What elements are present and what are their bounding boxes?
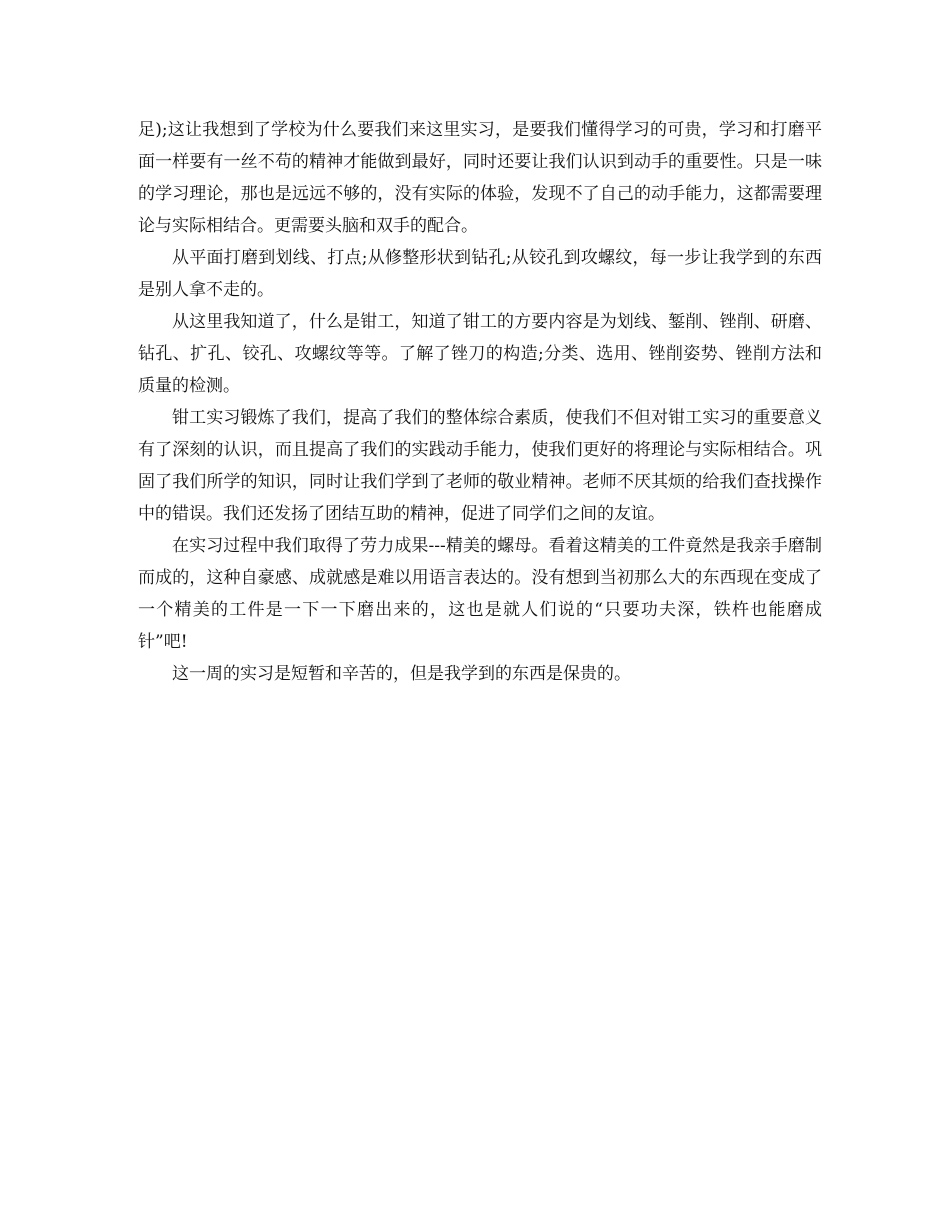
paragraph-6: 这一周的实习是短暂和辛苦的，但是我学到的东西是保贵的。 [172,664,631,684]
paragraph-5: 在实习过程中我们取得了劳力成果---精美的螺母。看着这精美的工件竟然是我亲手磨制而成的，这种自豪感、成就感是难以用语言表达的。没有想到当初那么大的东西现在变成了一个精美的工件是一下一下磨出来的，这也是就人们说的“只要功夫深，铁杵也能磨成针”吧! [138,536,822,652]
document-body [138,114,822,690]
paragraph-3: 从这里我知道了，什么是钳工，知道了钳工的方要内容是为划线、錾削、锉削、研磨、钻孔、扩孔、铰孔、攻螺纹等等。了解了锉刀的构造;分类、选用、锉削姿势、锉削方法和质量的检测。 [138,312,822,396]
paragraph-4: 钳工实习锻炼了我们，提高了我们的整体综合素质，使我们不但对钳工实习的重要意义有了深刻的认识，而且提高了我们的实践动手能力，使我们更好的将理论与实际相结合。巩固了我们所学的知识，同时让我们学到了老师的敬业精神。老师不厌其烦的给我们查找操作中的错误。我们还发扬了团结互助的精神，促进了同学们之间的友谊。 [138,408,822,524]
paragraph-1: 足);这让我想到了学校为什么要我们来这里实习，是要我们懂得学习的可贵，学习和打磨平面一样要有一丝不苟的精神才能做到最好，同时还要让我们认识到动手的重要性。只是一味的学习理论，那也是远远不够的，没有实际的体验，发现不了自己的动手能力，这都需要理论与实际相结合。更需要头脑和双手的配合。 [138,120,822,236]
paragraph-2: 从平面打磨到划线、打点;从修整形状到钻孔;从铰孔到攻螺纹，每一步让我学到的东西是别人拿不走的。 [138,248,822,300]
